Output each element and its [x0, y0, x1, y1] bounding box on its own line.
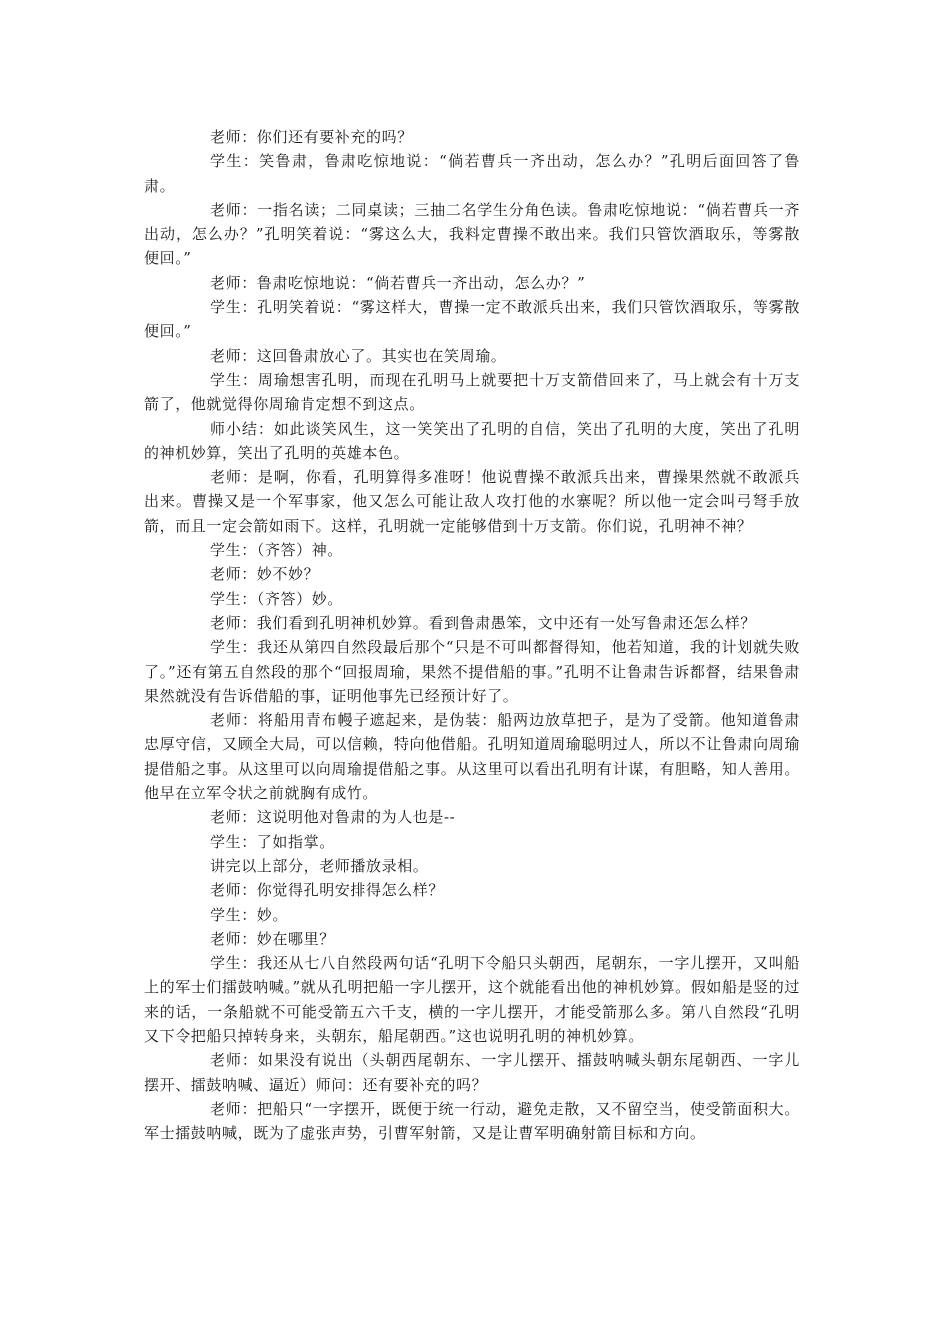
paragraph-13: 老师：我们看到孔明神机妙算。看到鲁肃愚笨，文中还有一处写鲁肃还怎么样？ [210, 613, 757, 632]
paragraph-5: 学生：孔明笑着说：“雾这样大，曹操一定不敢派兵出来，我们只管饮酒取乐，等雾散便回。” [144, 298, 800, 341]
paragraph-9: 老师：是啊，你看，孔明算得多准呀！他说曹操不敢派兵出来，曹操果然就不敢派兵出来。曹操又是一个军事家，他又怎么可能让敌人攻打他的水寨呢？所以他一定会叫弓弩手放箭，而且一定会箭如雨下。这样，孔明就一定能够借到十万支箭。你们说，孔明神不神？ [144, 468, 800, 535]
paragraph-18: 讲完以上部分，老师播放录相。 [210, 856, 429, 875]
paragraph-19: 老师：你觉得孔明安排得怎么样？ [210, 881, 445, 900]
paragraph-23: 老师：如果没有说出（头朝西尾朝东、一字儿摆开、擂鼓呐喊头朝东尾朝西、一字儿摆开、擂鼓呐喊、逼近）师问：还有要补充的吗？ [144, 1051, 800, 1094]
paragraph-21: 老师：妙在哪里？ [210, 929, 335, 948]
paragraph-22: 学生：我还从七八自然段两句话“孔明下令船只头朝西，尾朝东，一字儿摆开，又叫船上的军士们擂鼓呐喊。”就从孔明把船一字儿摆开，这个就能看出他的神机妙算。假如船是竖的过来的话，一条船就不可能受箭五六千支，横的一字儿摆开，才能受箭那么多。第八自然段“孔明又下令把船只掉转身来，头朝东，船尾朝西。”这也说明孔明的神机妙算。 [144, 954, 800, 1045]
paragraph-24: 老师：把船只“一字摆开，既便于统一行动，避免走散，又不留空当，使受箭面积大。军士擂鼓呐喊，既为了虚张声势，引曹军射箭，又是让曹军明确射箭目标和方向。 [144, 1099, 800, 1143]
document-body [144, 125, 800, 1145]
paragraph-16: 老师：这说明他对鲁肃的为人也是-- [210, 808, 456, 827]
paragraph-7: 学生：周瑜想害孔明，而现在孔明马上就要把十万支箭借回来了，马上就会有十万支箭了，他就觉得你周瑜肯定想不到这点。 [144, 370, 800, 414]
paragraph-17: 学生：了如指掌。 [210, 832, 335, 851]
paragraph-2: 学生：笑鲁肃，鲁肃吃惊地说：“倘若曹兵一齐出动，怎么办？”孔明后面回答了鲁肃。 [144, 152, 800, 195]
paragraph-14: 学生：我还从第四自然段最后那个“只是不可叫都督得知，他若知道，我的计划就失败了。”还有第五自然段的那个“回报周瑜，果然不提借船的事。”孔明不让鲁肃告诉都督，结果鲁肃果然就没有告诉借船的事，证明他事先已经预计好了。 [144, 638, 800, 705]
paragraph-11: 老师：妙不妙？ [210, 565, 320, 584]
paragraph-15: 老师：将船用青布幔子遮起来，是伪装：船两边放草把子，是为了受箭。他知道鲁肃忠厚守信，又顾全大局，可以信赖，特向他借船。孔明知道周瑜聪明过人，所以不让鲁肃向周瑜提借船之事。从这里可以向周瑜提借船之事。从这里可以看出孔明有计谋，有胆略，知人善用。他早在立军令状之前就胸有成竹。 [144, 711, 800, 803]
paragraph-1: 老师：你们还有要补充的吗？ [210, 128, 413, 146]
paragraph-6: 老师：这回鲁肃放心了。其实也在笑周瑜。 [210, 346, 507, 365]
paragraph-12: 学生：（齐答）妙。 [210, 589, 343, 608]
paragraph-3: 老师：一指名读；二同桌读；三抽二名学生分角色读。鲁肃吃惊地说：“倘若曹兵一齐出动，怎么办？”孔明笑着说：“雾这么大，我料定曹操不敢出来。我们只管饮酒取乐，等雾散便回。” [144, 200, 800, 268]
paragraph-8: 师小结：如此谈笑风生，这一笑笑出了孔明的自信，笑出了孔明的大度，笑出了孔明的神机妙算，笑出了孔明的英雄本色。 [144, 419, 800, 462]
paragraph-20: 学生：妙。 [210, 905, 289, 924]
paragraph-10: 学生：（齐答）神。 [210, 541, 343, 560]
paragraph-4: 老师：鲁肃吃惊地说：“倘若曹兵一齐出动，怎么办？” [210, 273, 586, 292]
